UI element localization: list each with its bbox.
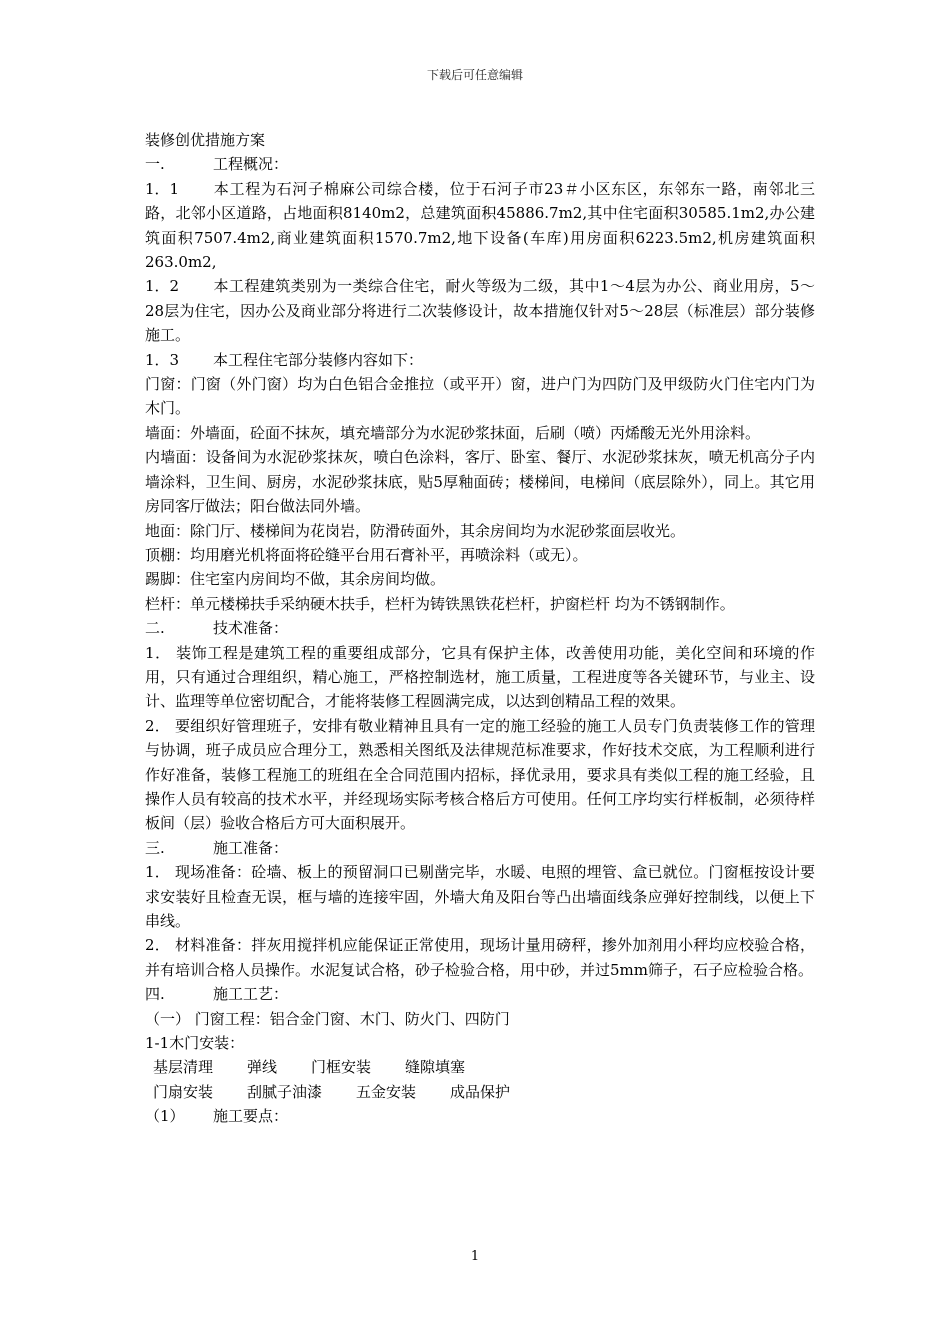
process-step: 门扇安装: [153, 1082, 214, 1101]
item-ceiling: 顶棚：均用磨光机将面将砼缝平台用石膏补平，再喷涂料（或无）。: [145, 545, 588, 564]
item-wall: 墙面：外墙面，砼面不抹灰，填充墙部分为水泥砂浆抹面，后刷（喷）丙烯酸无光外用涂料。: [145, 423, 761, 442]
paragraph-1-2: 1．2 本工程建筑类别为一类综合住宅，耐火等级为二级，其中1～4层为办公、商业用房，5～28层为住宅，因办公及商业部分将进行二次装修设计，故本措施仅针对5～28层（标准层）部分装修施工。: [145, 277, 815, 345]
item-floor: 地面：除门厅、楼梯间为花岗岩，防滑砖面外，其余房间均为水泥砂浆面层收光。: [145, 521, 686, 540]
subsection-1: （一） 门窗工程：铝合金门窗、木门、防火门、四防门: [145, 1009, 510, 1028]
process-step: 缝隙填塞: [405, 1058, 466, 1077]
section-heading-2: 二. 技术准备：: [145, 619, 289, 638]
paragraph-3-1: 1． 现场准备：砼墙、板上的预留洞口已剔凿完毕，水暖、电照的埋管、盒已就位。门窗框按设计要求安装好且检查无误，框与墙的连接牢固，外墙大角及阳台等凸出墙面线条应弹好控制线，以便上下串线。: [145, 863, 815, 930]
item-skirting: 踢脚：住宅室内房间均不做，其余房间均做。: [145, 570, 446, 589]
subsection-1-1: 1-1木门安装：: [145, 1034, 245, 1053]
paragraph-3-2: 2． 材料准备：拌灰用搅拌机应能保证正常使用，现场计量用磅秤，掺外加剂用小秤均应校验合格，并有培训合格人员操作。水泥复试合格，砂子检验合格，用中砂，并过5mm筛子，石子应检验合格。: [145, 936, 815, 979]
document-body: [145, 128, 815, 1129]
process-step: 五金安装: [356, 1082, 417, 1101]
paragraph-1-1: 1．1 本工程为石河子棉麻公司综合楼，位于石河子市23＃小区东区，东邻东一路，南邻北三路，北邻小区道路，占地面积8140m2，总建筑面积45886.7m2,其中住宅面积30585.1m2,办公建筑面积7507.4m2,商业建筑面积1570.7m2,地下设备(车库)用房面积6223.5m2,机房建筑面积263.0m2,: [145, 179, 815, 272]
item-railing: 栏杆：单元楼梯扶手采纳硬木扶手，栏杆为铸铁黑铁花栏杆，护窗栏杆 均为不锈钢制作。: [145, 594, 735, 613]
paragraph-1-3: 1．3 本工程住宅部分装修内容如下：: [145, 350, 424, 369]
process-step: 成品保护: [450, 1082, 511, 1101]
process-steps-row-2: [145, 1080, 815, 1104]
page-number: 1: [470, 1249, 480, 1264]
process-step: 基层清理: [153, 1058, 214, 1077]
process-step: 弹线: [247, 1058, 278, 1077]
paragraph-2-2: 2． 要组织好管理班子，安排有敬业精神且具有一定的施工经验的施工人员专门负责装修工作的管理与协调，班子成员应合理分工，熟悉相关图纸及法律规范标准要求，作好技术交底，为工程顺利进行作好准备，装修工程施工的班组在全合同范围内招标，择优录用，要求具有类似工程的施工经验，且操作人员有较高的技术水平，并经现场实际考核合格后方可使用。任何工序均实行样板制，必须待样板间（层）验收合格后方可大面积展开。: [145, 716, 815, 833]
process-steps-row-1: [145, 1055, 815, 1079]
item-inner-wall: 内墙面：设备间为水泥砂浆抹灰，喷白色涂料，客厅、卧室、餐厅、水泥砂浆抹灰，喷无机高分子内墙涂料，卫生间、厨房，水泥砂浆抹底，贴5厚釉面砖；楼梯间，电梯间（底层除外），同上。其它用房同客厅做法；阳台做法同外墙。: [145, 448, 815, 516]
process-step: 刮腻子油漆: [247, 1082, 323, 1101]
section-heading-3: 三. 施工准备：: [145, 838, 289, 857]
page-header: 下载后可任意编辑: [426, 68, 523, 82]
section-heading-1: 一. 工程概况：: [145, 155, 289, 174]
doc-title: 装修创优措施方案: [145, 131, 266, 149]
construction-points-heading: （1） 施工要点：: [145, 1107, 289, 1126]
item-door: 门窗：门窗（外门窗）均为白色铝合金推拉（或平开）窗，进户门为四防门及甲级防火门住宅内门为木门。: [145, 375, 815, 418]
section-heading-4: 四. 施工工艺：: [145, 985, 289, 1004]
paragraph-2-1: 1． 装饰工程是建筑工程的重要组成部分，它具有保护主体，改善使用功能，美化空间和环境的作用，只有通过合理组织，精心施工，严格控制选材，施工质量，工程进度等各关键环节，与业主、设计、监理等单位密切配合，才能将装修工程圆满完成，以达到创精品工程的效果。: [145, 643, 815, 711]
process-step: 门框安装: [311, 1058, 372, 1077]
